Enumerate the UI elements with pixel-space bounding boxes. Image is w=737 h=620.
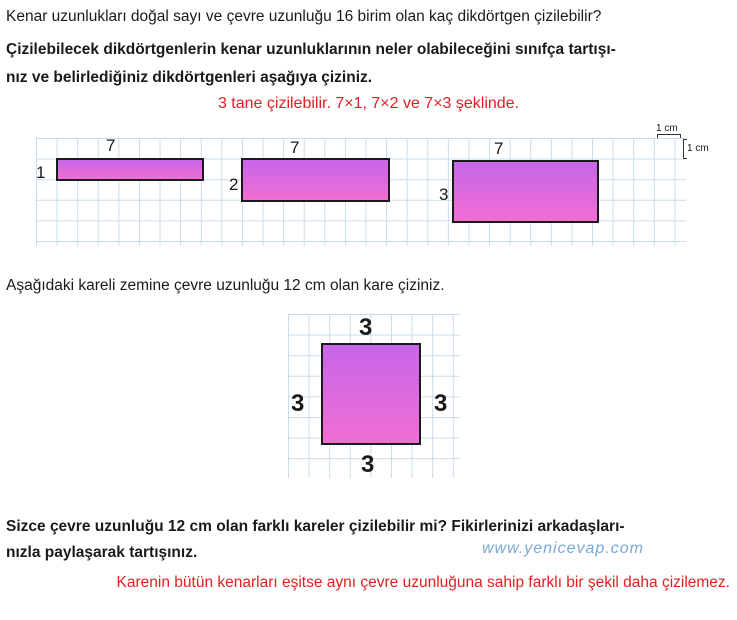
- rectangle-grid: [36, 138, 686, 246]
- rect1-width-label: 7: [106, 136, 116, 155]
- square-bottom-label: 3: [361, 451, 375, 478]
- answer1-text: 3 tane çizilebilir. 7×1, 7×2 ve 7×3 şeklinde.: [217, 95, 520, 112]
- rect2-width-label: 7: [290, 138, 300, 157]
- rect3-width-label: 7: [494, 139, 504, 158]
- answer2-text: Karenin bütün kenarları eşitse aynı çevre uzunluğuna sahip farklı bir şekil daha çizilemez.: [116, 574, 730, 591]
- question1-line2: Çizilebilecek dikdörtgenlerin kenar uzunluklarının neler olabileceğini sınıfça tartışı-: [6, 41, 616, 58]
- rect2-height-label: 2: [229, 175, 239, 194]
- question1-line1: Kenar uzunlukları doğal sayı ve çevre uzunluğu 16 birim olan kaç dikdörtgen çizilebilir?: [6, 8, 602, 25]
- question1-instructions: [6, 36, 726, 92]
- question2-text: Aşağıdaki kareli zemine çevre uzunluğu 12 cm olan kare çiziniz.: [6, 277, 445, 294]
- scale-vertical-label: 1 cm: [687, 143, 709, 154]
- square-3x3: [321, 343, 421, 445]
- rect1-height-label: 1: [36, 163, 46, 182]
- rectangle-7x1: [56, 158, 204, 181]
- watermark: www.yenicevap.com: [482, 540, 644, 557]
- square-right-label: 3: [434, 390, 448, 417]
- rect3-height-label: 3: [439, 185, 449, 204]
- question1-line3: nız ve belirlediğiniz dikdörtgenleri aşağıya çiziniz.: [6, 69, 373, 86]
- question3-line2: nızla paylaşarak tartışınız.: [6, 544, 198, 561]
- scale-horizontal-marker: [657, 134, 681, 138]
- scale-horizontal-label: 1 cm: [656, 123, 678, 134]
- square-left-label: 3: [291, 390, 305, 417]
- question3-line1: Sizce çevre uzunluğu 12 cm olan farklı kareler çizilebilir mi? Fikirlerinizi arkadaşları-: [6, 518, 625, 535]
- rectangle-7x3: [452, 160, 599, 223]
- square-grid: [288, 314, 460, 478]
- square-top-label: 3: [359, 314, 373, 341]
- rectangle-7x2: [241, 158, 390, 202]
